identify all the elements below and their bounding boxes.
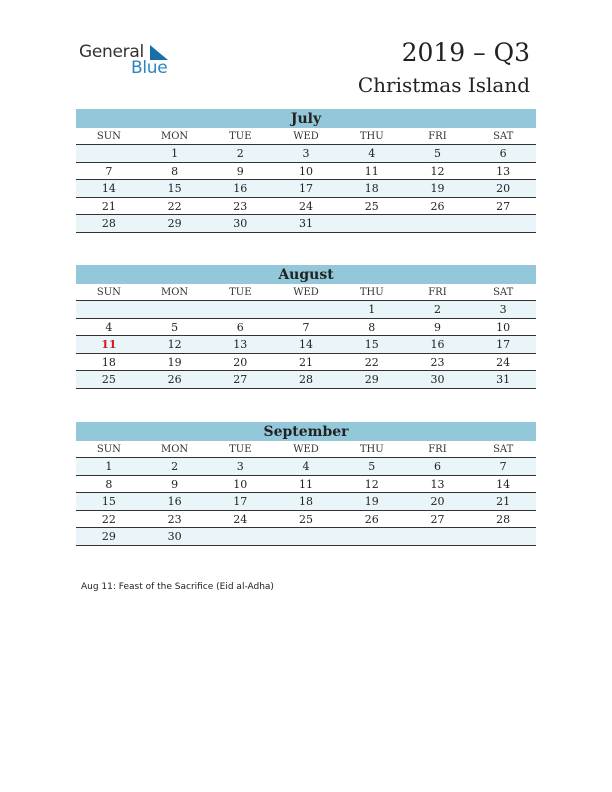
day-cell: 29 <box>101 530 116 543</box>
day-cell: 3 <box>302 147 310 160</box>
day-cell <box>207 301 273 318</box>
day-cell: 22 <box>101 512 116 526</box>
week-row <box>76 336 536 354</box>
weekday-label: THU <box>359 131 384 142</box>
day-cell: 11 <box>101 338 117 351</box>
day-cell <box>339 215 405 232</box>
week-row <box>76 458 536 476</box>
day-cell: 8 <box>171 164 179 178</box>
day-cell: 23 <box>233 199 248 213</box>
day-cell: 20 <box>496 182 511 195</box>
day-cell: 1 <box>171 147 179 160</box>
day-cell: 5 <box>171 320 179 334</box>
day-cell: 27 <box>496 199 511 213</box>
day-cell: 4 <box>368 147 376 160</box>
day-cell: 24 <box>496 355 511 369</box>
weekday-label: WED <box>293 131 319 142</box>
day-cell: 15 <box>364 338 379 351</box>
weekday-header-row <box>76 284 536 301</box>
day-cell: 9 <box>433 320 441 334</box>
day-cell: 22 <box>364 355 379 369</box>
weekday-header-row <box>76 128 536 145</box>
weekday-label: FRI <box>428 287 447 298</box>
day-cell: 31 <box>496 373 511 386</box>
weekday-label: MON <box>160 444 189 455</box>
day-cell: 25 <box>299 512 314 526</box>
day-cell: 9 <box>171 477 179 491</box>
day-cell: 15 <box>101 495 116 508</box>
day-cell: 4 <box>302 460 310 473</box>
day-cell: 12 <box>167 338 182 351</box>
week-row <box>76 493 536 511</box>
weekday-label: WED <box>293 444 319 455</box>
day-cell: 21 <box>101 199 116 213</box>
day-cell <box>273 528 339 545</box>
day-cell: 13 <box>233 338 248 351</box>
day-cell <box>339 528 405 545</box>
day-cell: 24 <box>233 512 248 526</box>
day-cell: 28 <box>101 217 116 230</box>
weekday-label: FRI <box>428 131 447 142</box>
weekday-label: WED <box>293 287 319 298</box>
day-cell: 30 <box>430 373 445 386</box>
day-cell: 7 <box>105 164 113 178</box>
day-cell: 26 <box>430 199 445 213</box>
month-title: July <box>76 109 536 128</box>
day-cell: 29 <box>364 373 379 386</box>
logo <box>79 42 189 82</box>
day-cell: 6 <box>433 460 441 473</box>
day-cell: 14 <box>299 338 314 351</box>
weeks <box>76 145 536 233</box>
weekday-label: TUE <box>229 131 252 142</box>
day-cell: 20 <box>430 495 445 508</box>
week-row <box>76 180 536 198</box>
day-cell: 4 <box>105 320 113 334</box>
day-cell: 18 <box>101 355 116 369</box>
day-cell: 9 <box>236 164 244 178</box>
day-cell: 7 <box>302 320 310 334</box>
day-cell: 10 <box>496 320 511 334</box>
day-cell: 23 <box>167 512 182 526</box>
day-cell: 6 <box>236 320 244 334</box>
day-cell: 29 <box>167 217 182 230</box>
day-cell: 3 <box>499 303 507 316</box>
weekday-label: TUE <box>229 287 252 298</box>
day-cell: 16 <box>430 338 445 351</box>
week-row <box>76 511 536 529</box>
week-row <box>76 371 536 389</box>
day-cell <box>273 301 339 318</box>
day-cell: 21 <box>299 355 314 369</box>
weekday-label: SAT <box>493 131 514 142</box>
day-cell: 25 <box>101 373 116 386</box>
day-cell: 8 <box>368 320 376 334</box>
day-cell: 14 <box>496 477 511 491</box>
week-row <box>76 301 536 319</box>
day-cell: 28 <box>496 512 511 526</box>
holiday-note: Aug 11: Feast of the Sacrifice (Eid al-Adha) <box>81 582 274 592</box>
week-row <box>76 528 536 546</box>
logo-blue-text: Blue <box>131 58 168 78</box>
day-cell: 5 <box>368 460 376 473</box>
day-cell: 19 <box>364 495 379 508</box>
day-cell: 19 <box>430 182 445 195</box>
weeks <box>76 458 536 546</box>
weekday-label: SAT <box>493 287 514 298</box>
day-cell: 17 <box>299 182 314 195</box>
day-cell: 21 <box>496 495 511 508</box>
logo-general-text: General <box>79 42 144 62</box>
day-cell: 30 <box>233 217 248 230</box>
day-cell: 15 <box>167 182 182 195</box>
weekday-label: THU <box>359 444 384 455</box>
day-cell: 13 <box>496 164 511 178</box>
day-cell: 8 <box>105 477 113 491</box>
weekday-label: SUN <box>96 444 121 455</box>
day-cell: 12 <box>430 164 445 178</box>
weekday-label: SUN <box>96 287 121 298</box>
weekday-label: MON <box>160 131 189 142</box>
weekday-label: FRI <box>428 444 447 455</box>
month-september <box>76 422 536 546</box>
day-cell: 22 <box>167 199 182 213</box>
week-row <box>76 476 536 494</box>
day-cell: 30 <box>167 530 182 543</box>
day-cell: 10 <box>233 477 248 491</box>
week-row <box>76 319 536 337</box>
day-cell <box>142 301 208 318</box>
week-row <box>76 354 536 372</box>
month-title: September <box>76 422 536 441</box>
day-cell <box>76 301 142 318</box>
day-cell: 13 <box>430 477 445 491</box>
day-cell: 2 <box>433 303 441 316</box>
day-cell: 26 <box>364 512 379 526</box>
week-row <box>76 145 536 163</box>
day-cell <box>405 528 471 545</box>
day-cell: 25 <box>364 199 379 213</box>
day-cell: 11 <box>299 477 314 491</box>
month-july <box>76 109 536 233</box>
day-cell: 18 <box>364 182 379 195</box>
day-cell: 27 <box>430 512 445 526</box>
day-cell: 24 <box>299 199 314 213</box>
day-cell <box>470 215 536 232</box>
week-row <box>76 215 536 233</box>
day-cell: 2 <box>171 460 179 473</box>
day-cell: 31 <box>299 217 314 230</box>
day-cell: 1 <box>105 460 113 473</box>
page-title: 2019 – Q3 <box>401 38 530 67</box>
day-cell: 16 <box>167 495 182 508</box>
weekday-label: SAT <box>493 444 514 455</box>
day-cell <box>207 528 273 545</box>
day-cell: 23 <box>430 355 445 369</box>
weekday-label: MON <box>160 287 189 298</box>
day-cell <box>76 145 142 162</box>
day-cell: 1 <box>368 303 376 316</box>
weeks <box>76 301 536 389</box>
day-cell: 3 <box>236 460 244 473</box>
day-cell: 28 <box>299 373 314 386</box>
day-cell: 19 <box>167 355 182 369</box>
page-subtitle: Christmas Island <box>357 73 530 97</box>
day-cell: 26 <box>167 373 182 386</box>
day-cell: 6 <box>499 147 507 160</box>
weekday-header-row <box>76 441 536 458</box>
day-cell: 11 <box>364 164 379 178</box>
day-cell <box>405 215 471 232</box>
day-cell <box>470 528 536 545</box>
day-cell: 7 <box>499 460 507 473</box>
month-august <box>76 265 536 389</box>
week-row <box>76 163 536 181</box>
day-cell: 20 <box>233 355 248 369</box>
month-title: August <box>76 265 536 284</box>
day-cell: 16 <box>233 182 248 195</box>
day-cell: 18 <box>299 495 314 508</box>
weekday-label: SUN <box>96 131 121 142</box>
weekday-label: TUE <box>229 444 252 455</box>
day-cell: 17 <box>233 495 248 508</box>
day-cell: 2 <box>236 147 244 160</box>
day-cell: 5 <box>433 147 441 160</box>
week-row <box>76 198 536 216</box>
weekday-label: THU <box>359 287 384 298</box>
day-cell: 27 <box>233 373 248 386</box>
day-cell: 14 <box>101 182 116 195</box>
day-cell: 10 <box>299 164 314 178</box>
day-cell: 17 <box>496 338 511 351</box>
day-cell: 12 <box>364 477 379 491</box>
